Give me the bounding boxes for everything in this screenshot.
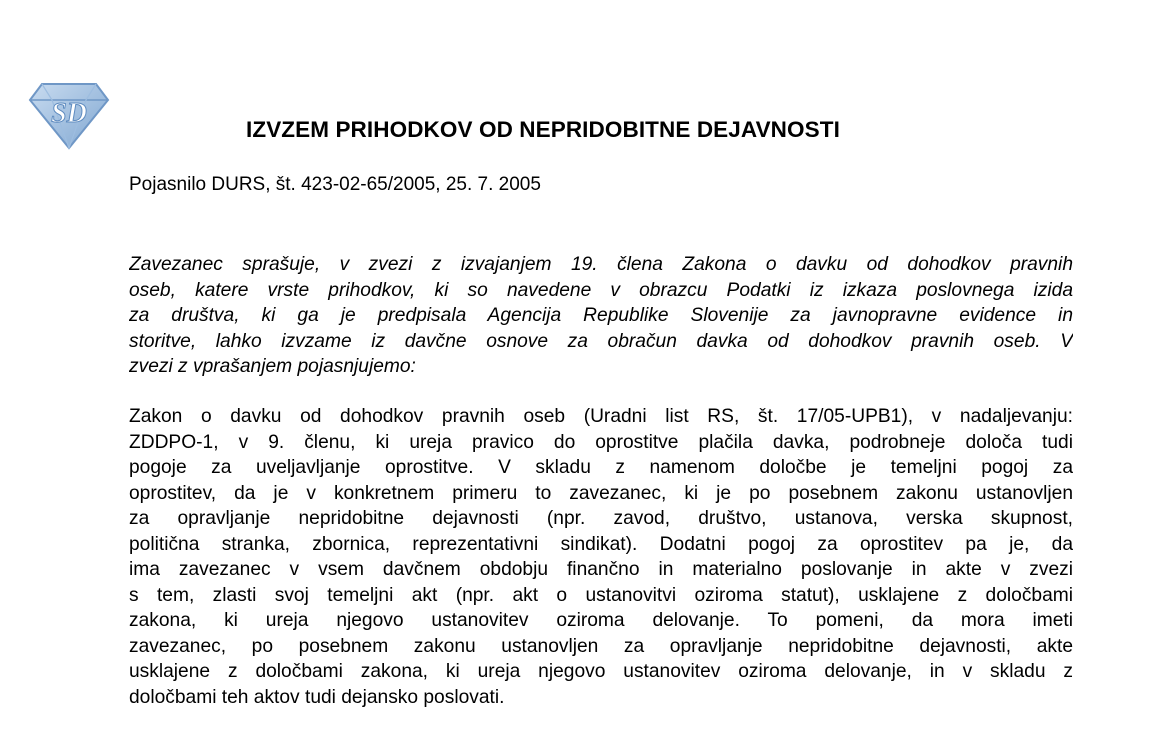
answer-line: Zakon o davku od dohodkov pravnih oseb (Uradni list RS, št. 17/05-UPB1), v nadaljevanju: — [129, 406, 1073, 427]
diamond-logo-icon — [28, 78, 110, 150]
answer-line: pogoje za uveljavljanje oprostitve. V skladu z namenom določbe je temeljni pogoj za — [129, 457, 1073, 478]
answer-line: zakona, ki ureja njegovo ustanovitev oziroma delovanje. To pomeni, da mora imeti — [129, 610, 1073, 631]
document-subtitle: Pojasnilo DURS, št. 423-02-65/2005, 25. 7. 2005 — [129, 174, 541, 195]
organization-logo — [28, 78, 110, 150]
question-line: oseb, katere vrste prihodkov, ki so navedene v obrazcu Podatki iz izkaza poslovnega izida — [129, 279, 1073, 301]
answer-line: ZDDPO-1, v 9. členu, ki ureja pravico do oprostitve plačila davka, podrobneje določa tudi — [129, 431, 1073, 453]
answer-line: s tem, zlasti svoj temeljni akt (npr. akt o ustanovitvi oziroma statut), usklajene z določbami — [129, 584, 1073, 606]
question-paragraph — [129, 252, 1073, 380]
answer-paragraph — [129, 404, 1073, 710]
question-line: zvezi z vprašanjem pojasnjujemo: — [129, 356, 416, 377]
document-title: IZVZEM PRIHODKOV OD NEPRIDOBITNE DEJAVNOSTI — [246, 117, 840, 142]
answer-line: zavezanec, po posebnem zakonu ustanovljen za opravljanje nepridobitne dejavnosti, akte — [129, 635, 1073, 657]
answer-line: usklajene z določbami zakona, ki ureja njegovo ustanovitev oziroma delovanje, in v skladu z — [129, 661, 1073, 682]
logo-monogram: SD — [51, 98, 87, 129]
answer-line: določbami teh aktov tudi dejansko poslovati. — [129, 686, 505, 708]
answer-line: oprostitev, da je v konkretnem primeru to zavezanec, ki je po posebnem zakonu ustanovljen — [129, 482, 1073, 504]
question-line: Zavezanec sprašuje, v zvezi z izvajanjem 19. člena Zakona o davku od dohodkov pravnih — [129, 254, 1073, 275]
question-line: storitve, lahko izvzame iz davčne osnove za obračun davka od dohodkov pravnih oseb. V — [129, 330, 1073, 352]
answer-line: politična stranka, zbornica, reprezentativni sindikat). Dodatni pogoj za oprostitev pa je, da — [129, 533, 1073, 555]
answer-line: ima zavezanec v vsem davčnem obdobju finančno in materialno poslovanje in akte v zvezi — [129, 559, 1073, 580]
question-line: za društva, ki ga je predpisala Agencija Republike Slovenije za javnopravne evidence in — [129, 305, 1073, 326]
answer-line: za opravljanje nepridobitne dejavnosti (npr. zavod, društvo, ustanova, verska skupnost, — [129, 508, 1073, 529]
